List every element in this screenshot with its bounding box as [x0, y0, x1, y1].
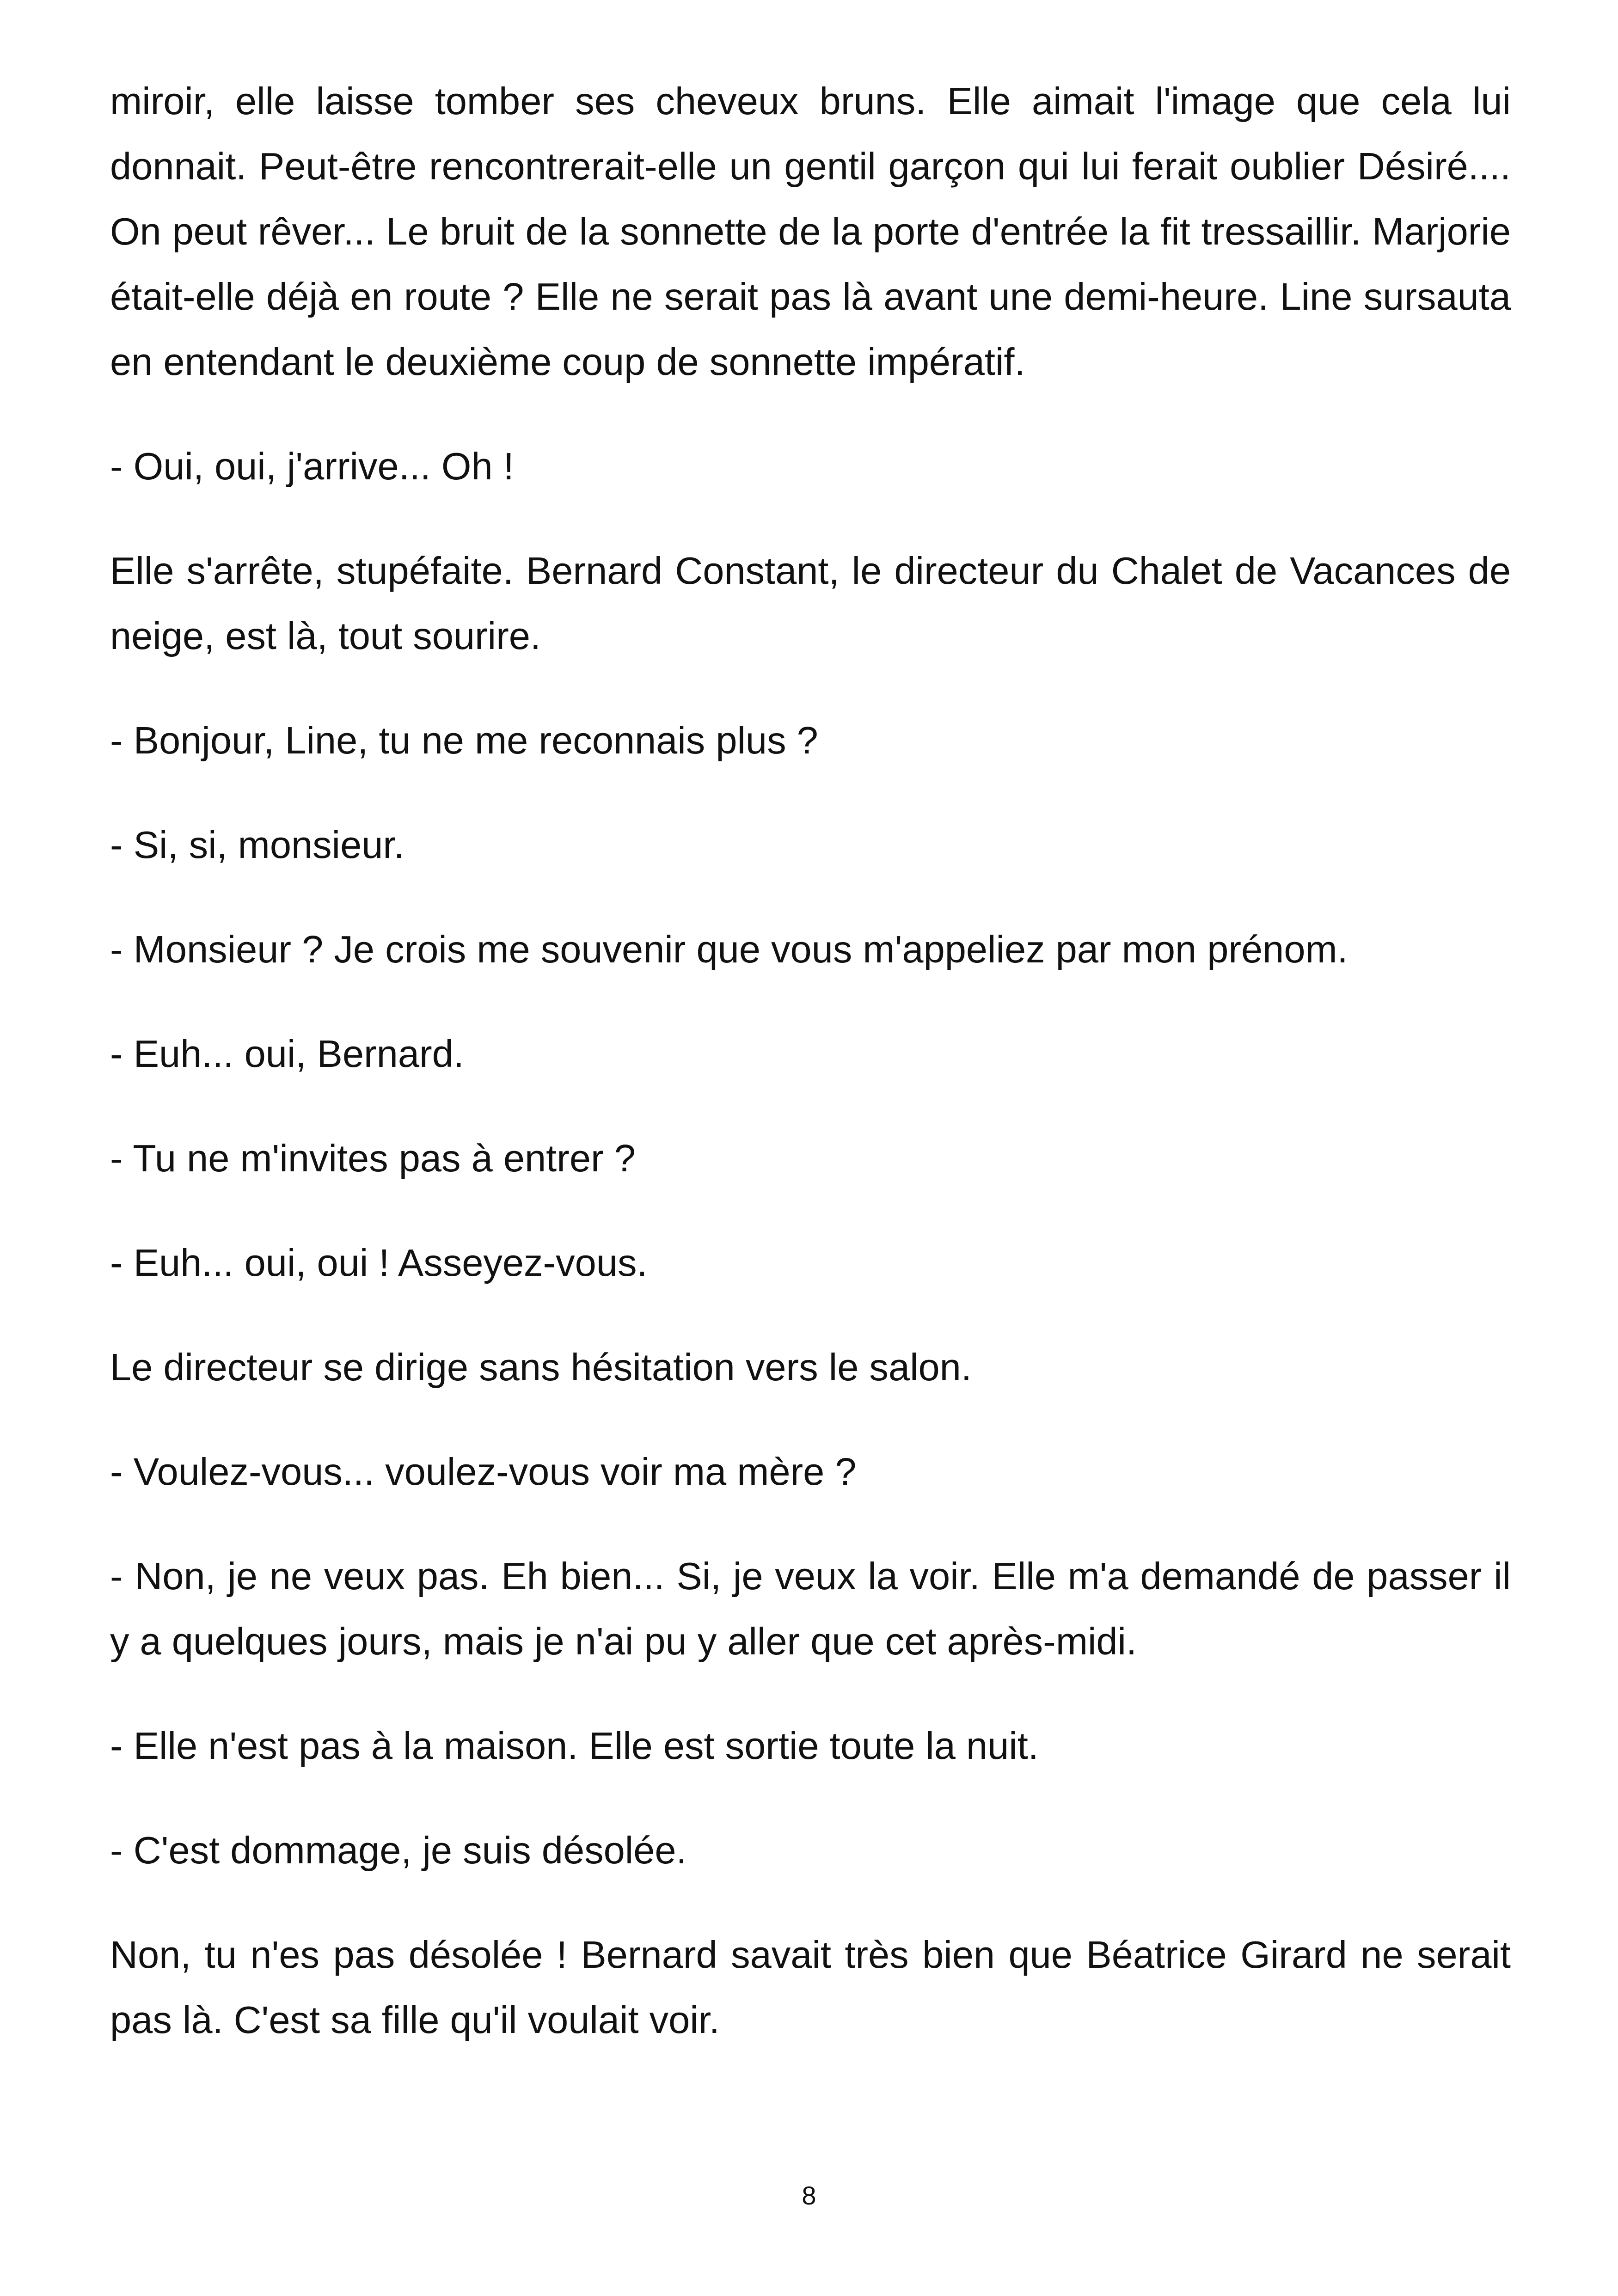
- paragraph: - Tu ne m'invites pas à entrer ?: [110, 1137, 636, 1180]
- paragraph: - Oui, oui, j'arrive... Oh !: [110, 445, 514, 488]
- paragraph: - Elle n'est pas à la maison. Elle est sortie toute la nuit.: [110, 1724, 1039, 1767]
- paragraph: - Bonjour, Line, tu ne me reconnais plus ?: [110, 719, 818, 762]
- paragraph: - Euh... oui, Bernard.: [110, 1032, 464, 1075]
- paragraph: - C'est dommage, je suis désolée.: [110, 1829, 687, 1872]
- paragraph: - Monsieur ? Je crois me souvenir que vous m'appeliez par mon prénom.: [110, 928, 1348, 971]
- paragraph: - Non, je ne veux pas. Eh bien... Si, je veux la voir. Elle m'a demandé de passer il y a quelques jours, mais je n'ai pu y aller que cet après-midi.: [110, 1555, 1511, 1663]
- document-body: [110, 68, 1511, 2052]
- paragraph: - Voulez-vous... voulez-vous voir ma mère ?: [110, 1450, 857, 1493]
- paragraph: Non, tu n'es pas désolée ! Bernard savait très bien que Béatrice Girard ne serait pas là. C'est sa fille qu'il voulait voir.: [110, 1933, 1511, 2041]
- paragraph: Le directeur se dirige sans hésitation vers le salon.: [110, 1346, 972, 1389]
- page-number: 8: [802, 2181, 816, 2210]
- paragraph: Elle s'arrête, stupéfaite. Bernard Constant, le directeur du Chalet de Vacances de neige, est là, tout sourire.: [110, 549, 1511, 657]
- paragraph: - Si, si, monsieur.: [110, 823, 404, 866]
- paragraph: miroir, elle laisse tomber ses cheveux bruns. Elle aimait l'image que cela lui donnait. Peut-être rencontrerait-elle un gentil garçon qui lui ferait oublier Désiré.... On peut rêver... Le bruit de la sonnette de la porte d'entrée la fit tressaillir. Marjorie était-elle déjà en route ? Elle ne serait pas là avant une demi-heure. Line sursauta en entendant le deuxième coup de sonnette impératif.: [110, 80, 1511, 383]
- paragraph: - Euh... oui, oui ! Asseyez-vous.: [110, 1241, 648, 1284]
